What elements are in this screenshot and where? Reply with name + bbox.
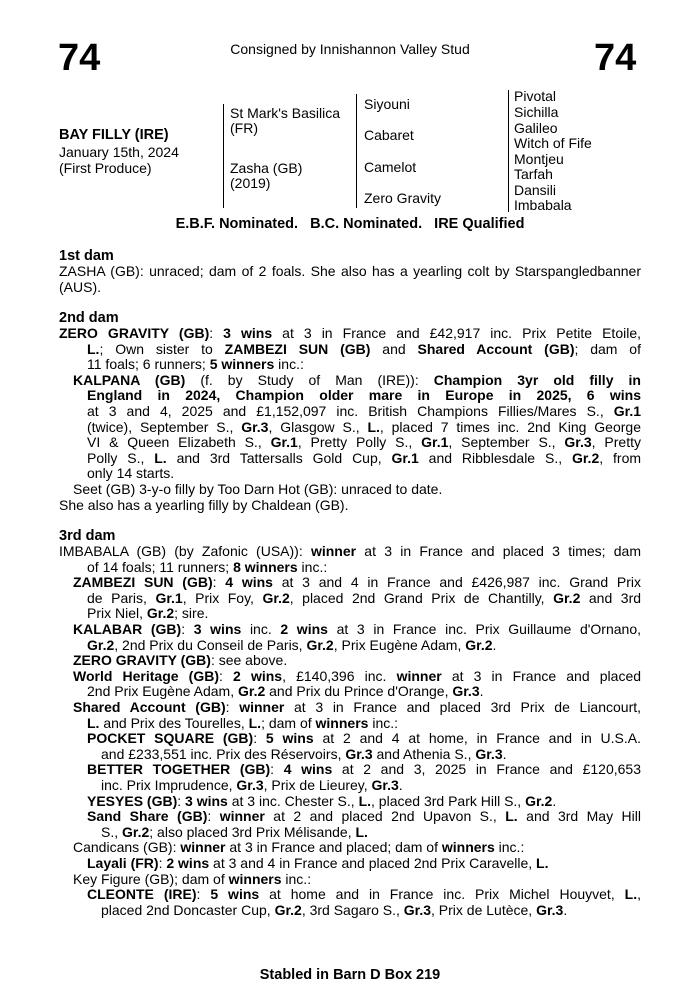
second-dam-line: VI & Queen Elizabeth S., Gr.1, Pretty Polly S., Gr.1, September S., Gr.3, Pretty bbox=[87, 434, 641, 451]
second-dam-line: Seet (GB) 3-y-o filly by Too Darn Hot (GB): unraced to date. bbox=[73, 481, 443, 497]
third-dam-line: S., Gr.2; also placed 3rd Prix Mélisande, L. bbox=[101, 823, 368, 840]
pedigree-gen2: Siyouni bbox=[364, 96, 410, 112]
third-dam-line: KALABAR (GB): 3 wins inc. 2 wins at 3 in France inc. Prix Guillaume d'Ornano, bbox=[73, 621, 641, 637]
lot-number-right: 74 bbox=[594, 37, 637, 79]
pedigree-gen3: Montjeu bbox=[514, 151, 564, 167]
third-dam-line: 2nd Prix Eugène Adam, Gr.2 and Prix du Prince d'Orange, Gr.3. bbox=[87, 683, 484, 700]
second-dam-line: only 14 starts. bbox=[87, 465, 175, 482]
third-dam-line: POCKET SQUARE (GB): 5 wins at 2 and 4 at home, in France and in U.S.A. bbox=[87, 730, 642, 747]
third-dam-title: 3rd dam bbox=[59, 528, 116, 544]
third-dam-line: Prix Niel, Gr.2; sire. bbox=[87, 605, 209, 622]
second-dam-line: KALPANA (GB) (f. by Study of Man (IRE)): Champion 3yr old filly in bbox=[73, 371, 641, 388]
third-dam-line: Key Figure (GB); dam of winners inc.: bbox=[73, 870, 312, 887]
horse-note: (First Produce) bbox=[59, 160, 152, 176]
first-dam-text: ZASHA (GB): unraced; dam of 2 foals. She also has a yearling colt by Starspangledbanner (AUS). bbox=[59, 263, 641, 295]
pedigree-line-1 bbox=[223, 104, 224, 208]
third-dam-line: World Heritage (GB): 2 wins, £140,396 inc. winner at 3 in France and placed bbox=[73, 667, 642, 684]
pedigree-gen3: Witch of Fife bbox=[514, 135, 592, 151]
second-dam-line: (twice), September S., Gr.3, Glasgow S., L., placed 7 times inc. 2nd King George bbox=[87, 418, 641, 435]
second-dam-line: England in 2024, Champion older mare in Europe in 2025, 6 wins bbox=[87, 387, 641, 404]
third-dam-line: inc. Prix Imprudence, Gr.3, Prix de Lieurey, Gr.3. bbox=[101, 777, 403, 793]
first-dam-title: 1st dam bbox=[59, 248, 114, 264]
stabling-info: Stabled in Barn D Box 219 bbox=[259, 967, 441, 983]
third-dam-line: ZAMBEZI SUN (GB): 4 wins at 3 and 4 in France and £426,987 inc. Grand Prix bbox=[73, 574, 641, 591]
horse-dob: January 15th, 2024 bbox=[59, 144, 179, 160]
pedigree-gen3: Pivotal bbox=[514, 88, 557, 104]
pedigree-gen3: Tarfah bbox=[514, 166, 553, 182]
third-dam-line: Sand Share (GB): winner at 2 and placed 2nd Upavon S., L. and 3rd May Hill bbox=[87, 808, 641, 825]
pedigree-line-3 bbox=[508, 90, 509, 212]
third-dam-line: Shared Account (GB): winner at 3 in France and placed 3rd Prix de Liancourt, bbox=[73, 699, 642, 715]
second-dam-line: 11 foals; 6 runners; 5 winners inc.: bbox=[87, 356, 304, 373]
pedigree-dam: Zasha (GB) (2019) bbox=[230, 160, 303, 191]
third-dam-line: IMBABALA (GB) (by Zafonic (USA)): winner at 3 in France and placed 3 times; dam bbox=[59, 543, 641, 559]
lot-number: 74 bbox=[58, 37, 101, 79]
third-dam-line: L. and Prix des Tourelles, L.; dam of winners inc.: bbox=[87, 714, 399, 731]
pedigree-gen3: Sichilla bbox=[514, 104, 559, 120]
third-dam-line: Candicans (GB): winner at 3 in France and placed; dam of winners inc.: bbox=[73, 839, 525, 856]
third-dam-line: and £233,551 inc. Prix des Réservoirs, Gr.3 and Athenia S., Gr.3. bbox=[101, 745, 507, 762]
pedigree-line-2 bbox=[356, 94, 357, 208]
pedigree-gen2: Zero Gravity bbox=[364, 190, 442, 206]
consignor: Consigned by Innishannon Valley Stud bbox=[230, 41, 470, 57]
pedigree-gen3: Imbabala bbox=[514, 197, 572, 213]
second-dam-line: at 3 and 4, 2025 and £1,152,097 inc. British Champions Fillies/Mares S., Gr.1 bbox=[87, 403, 641, 419]
second-dam-title: 2nd dam bbox=[59, 310, 119, 326]
third-dam-line: YESYES (GB): 3 wins at 3 inc. Chester S., L., placed 3rd Park Hill S., Gr.2. bbox=[87, 792, 557, 809]
second-dam-line: Polly S., L. and 3rd Tattersalls Gold Cup, Gr.1 and Ribblesdale S., Gr.2, from bbox=[87, 449, 642, 466]
third-dam-line: de Paris, Gr.1, Prix Foy, Gr.2, placed 2nd Grand Prix de Chantilly, Gr.2 and 3rd bbox=[87, 589, 642, 606]
pedigree-gen3: Dansili bbox=[514, 182, 557, 198]
third-dam-line: placed 2nd Doncaster Cup, Gr.2, 3rd Sagaro S., Gr.3, Prix de Lutèce, Gr.3. bbox=[101, 901, 568, 918]
pedigree-gen3: Galileo bbox=[514, 120, 558, 136]
third-dam-line: ZERO GRAVITY (GB): see above. bbox=[73, 652, 288, 669]
second-dam-line: L.; Own sister to ZAMBEZI SUN (GB) and Shared Account (GB); dam of bbox=[87, 340, 641, 357]
pedigree-gen2: Camelot bbox=[364, 159, 417, 175]
third-dam-line: Layali (FR): 2 wins at 3 and 4 in France and placed 2nd Prix Caravelle, L. bbox=[87, 855, 549, 871]
pedigree-sire: St Mark's Basilica (FR) bbox=[230, 105, 341, 136]
pedigree-gen2: Cabaret bbox=[364, 127, 414, 143]
second-dam-line: She also has a yearling filly by Chaldean (GB). bbox=[59, 496, 349, 513]
third-dam-line: Gr.2, 2nd Prix du Conseil de Paris, Gr.2, Prix Eugène Adam, Gr.2. bbox=[87, 636, 497, 653]
third-dam-line: CLEONTE (IRE): 5 wins at home and in France inc. Prix Michel Houyvet, L., bbox=[87, 886, 641, 903]
second-dam-line: ZERO GRAVITY (GB): 3 wins at 3 in France and £42,917 inc. Prix Petite Etoile, bbox=[59, 325, 642, 341]
third-dam-line: BETTER TOGETHER (GB): 4 wins at 2 and 3, 2025 in France and £120,653 bbox=[87, 761, 641, 778]
horse-title: BAY FILLY (IRE) bbox=[59, 127, 169, 143]
nominations: E.B.F. Nominated. B.C. Nominated. IRE Qualified bbox=[175, 216, 525, 232]
third-dam-line: of 14 foals; 11 runners; 8 winners inc.: bbox=[87, 558, 328, 575]
